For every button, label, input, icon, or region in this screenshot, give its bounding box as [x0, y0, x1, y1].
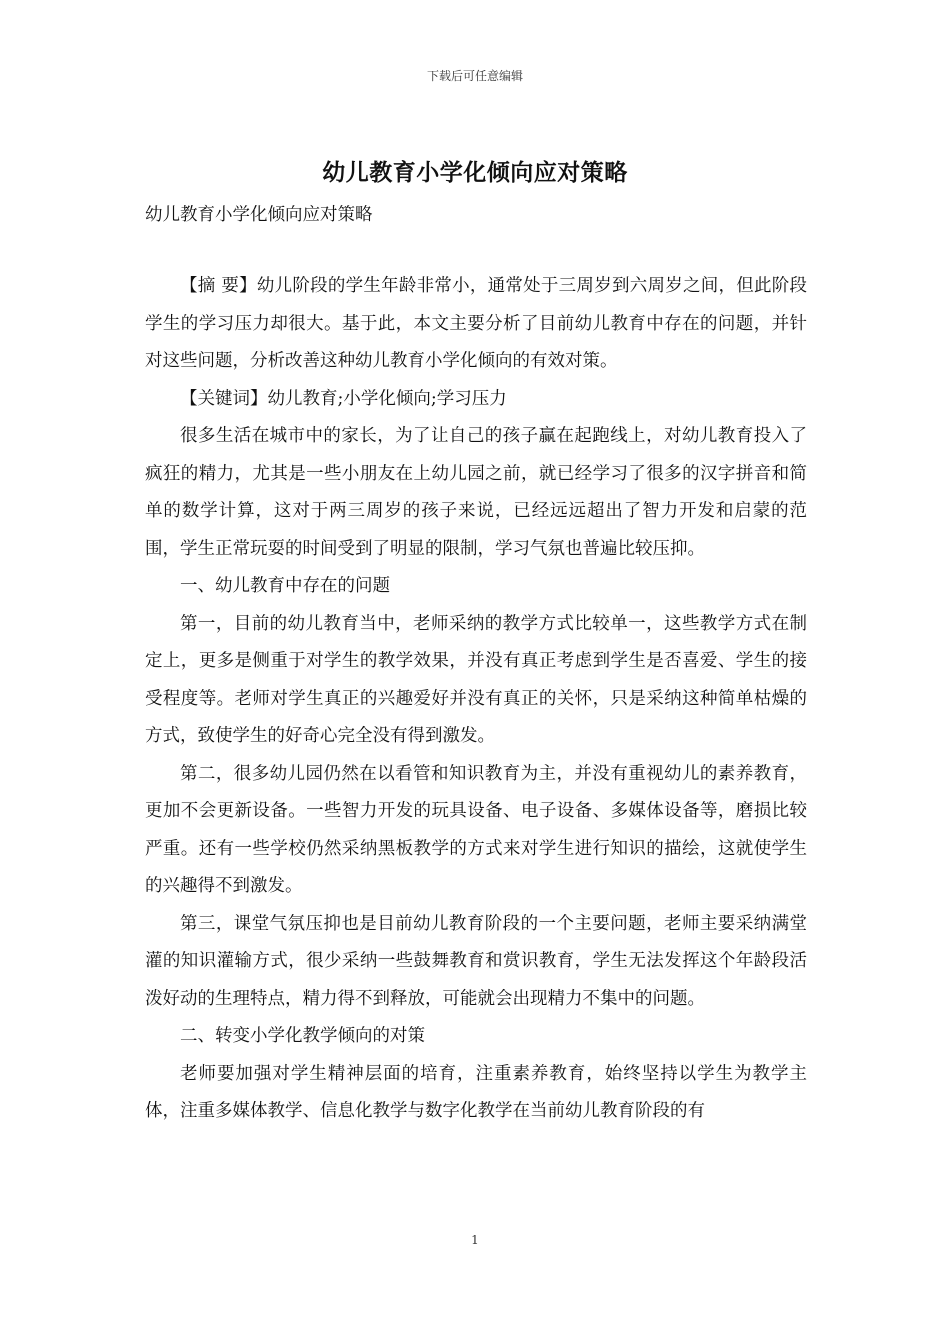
document-subtitle: 幼儿教育小学化倾向应对策略: [145, 205, 373, 225]
page-number: 1: [471, 1233, 479, 1247]
keywords-paragraph: 【关键词】幼儿教育;小学化倾向;学习压力: [180, 388, 507, 409]
body-paragraph: 第三，课堂气氛压抑也是目前幼儿教育阶段的一个主要问题，老师主要采纳满堂灌的知识灌输方式，很少采纳一些鼓舞教育和赏识教育，学生无法发挥这个年龄段活泼好动的生理特点，精力得不到释放，可能就会出现精力不集中的问题。: [145, 913, 807, 1009]
document-body: [145, 268, 807, 1131]
abstract-paragraph: 【摘 要】幼儿阶段的学生年龄非常小，通常处于三周岁到六周岁之间，但此阶段学生的学习压力却很大。基于此，本文主要分析了目前幼儿教育中存在的问题，并针对这些问题，分析改善这种幼儿教育小学化倾向的有效对策。: [145, 276, 807, 371]
section-heading-1: 一、幼儿教育中存在的问题: [180, 576, 390, 596]
page-header-note: 下载后可任意编辑: [426, 69, 523, 83]
body-paragraph: 第二，很多幼儿园仍然在以看管和知识教育为主，并没有重视幼儿的素养教育，更加不会更新设备。一些智力开发的玩具设备、电子设备、多媒体设备等，磨损比较严重。还有一些学校仍然采纳黑板教学的方式来对学生进行知识的描绘，这就使学生的兴趣得不到激发。: [145, 763, 807, 896]
section-heading-2: 二、转变小学化教学倾向的对策: [180, 1026, 425, 1046]
intro-paragraph: 很多生活在城市中的家长，为了让自己的孩子赢在起跑线上，对幼儿教育投入了疯狂的精力，尤其是一些小朋友在上幼儿园之前，就已经学习了很多的汉字拼音和简单的数学计算，这对于两三周岁的孩子来说，已经远远超出了智力开发和启蒙的范围，学生正常玩耍的时间受到了明显的限制，学习气氛也普遍比较压抑。: [145, 426, 807, 559]
body-paragraph: 老师要加强对学生精神层面的培育，注重素养教育，始终坚持以学生为教学主体，注重多媒体教学、信息化教学与数字化教学在当前幼儿教育阶段的有: [145, 1063, 807, 1121]
body-paragraph: 第一，目前的幼儿教育当中，老师采纳的教学方式比较单一，这些教学方式在制定上，更多是侧重于对学生的教学效果，并没有真正考虑到学生是否喜爱、学生的接受程度等。老师对学生真正的兴趣爱好并没有真正的关怀，只是采纳这种简单枯燥的方式，致使学生的好奇心完全没有得到激发。: [145, 613, 807, 746]
document-title: 幼儿教育小学化倾向应对策略: [322, 159, 628, 186]
